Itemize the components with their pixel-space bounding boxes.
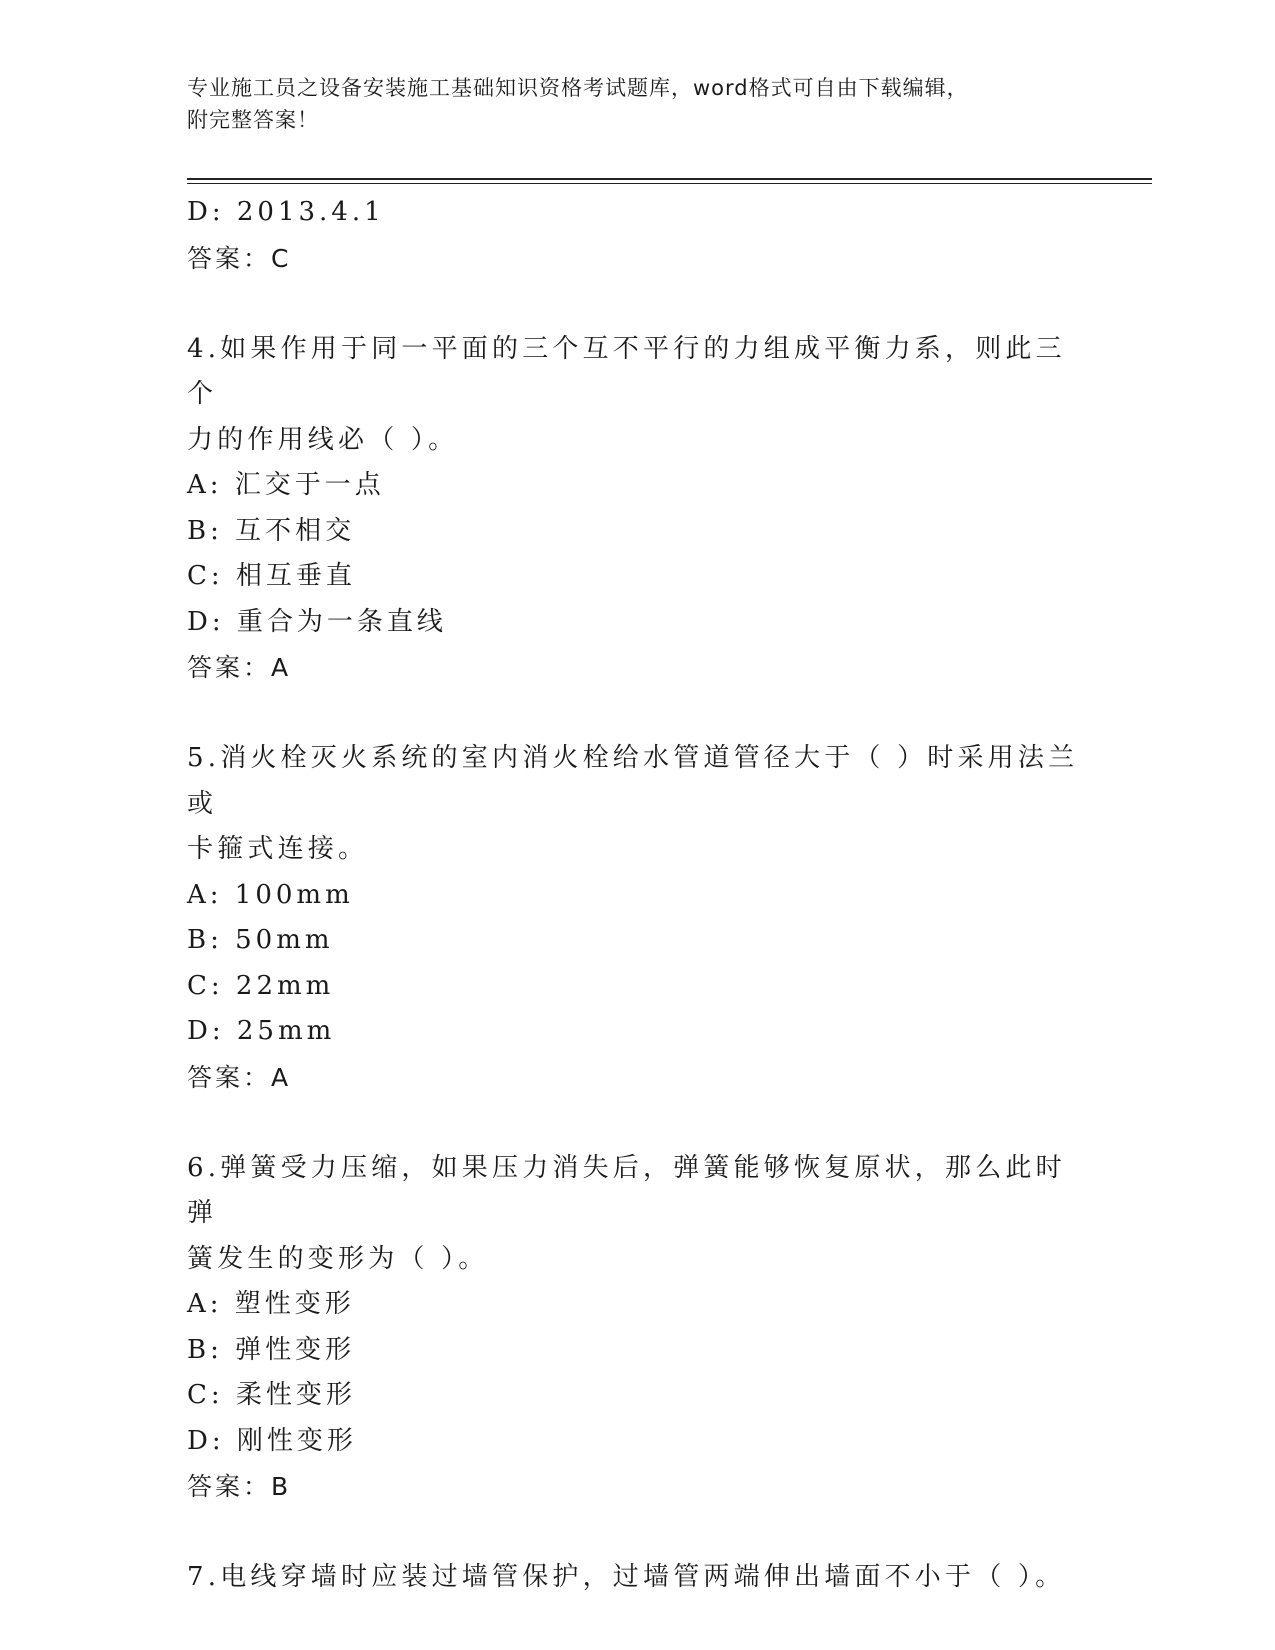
header-divider-thin — [187, 183, 1152, 184]
option-c: C: 相互垂直 — [187, 561, 356, 591]
option-c: C: 22mm — [187, 970, 335, 1001]
header-subtitle-line: 附完整答案！ — [187, 108, 319, 132]
option-b: B: 互不相交 — [187, 515, 356, 546]
question-text-line: 力的作用线必（ ）。 — [187, 424, 459, 455]
option-b: B: 弹性变形 — [187, 1334, 356, 1365]
question-6 — [187, 1146, 1087, 1511]
option-c: C: 柔性变形 — [187, 1380, 356, 1410]
option-d: D: 重合为一条直线 — [187, 606, 447, 637]
answer-line: 答案：B — [187, 1472, 292, 1501]
option-d: D: 刚性变形 — [187, 1425, 357, 1456]
answer-line: 答案：A — [187, 1062, 292, 1092]
question-text-line: 卡箍式连接。 — [187, 834, 369, 864]
option-d: D: 25mm — [187, 1016, 336, 1046]
header-title-line: 专业施工员之设备安装施工基础知识资格考试题库，word格式可自由下载编辑， — [187, 76, 969, 100]
spacer — [187, 1101, 1087, 1146]
question-5 — [187, 736, 1087, 1101]
document-header — [187, 72, 1087, 136]
option-a: A: 100mm — [187, 879, 354, 910]
header-divider-thick — [187, 178, 1152, 180]
question-text-line: 7.电线穿墙时应装过墙管保护，过墙管两端伸出墙面不小于（ ）。 — [187, 1562, 1066, 1592]
question-list — [187, 190, 1087, 1601]
option-d: D: 2013.4.1 — [187, 197, 385, 227]
option-a: A: 汇交于一点 — [187, 470, 385, 500]
answer-line: 答案：A — [187, 653, 292, 682]
spacer — [187, 282, 1087, 327]
answer-line: 答案：C — [187, 243, 292, 273]
spacer — [187, 691, 1087, 736]
question-text-line: 5.消火栓灭火系统的室内消火栓给水管道管径大于（ ）时采用法兰或 — [187, 743, 1079, 819]
spacer — [187, 1510, 1087, 1555]
option-b: B: 50mm — [187, 925, 334, 955]
question-text-line: 4.如果作用于同一平面的三个互不平行的力组成平衡力系，则此三个 — [187, 333, 1066, 409]
question-4 — [187, 327, 1087, 692]
question-3-tail — [187, 190, 1087, 282]
question-7 — [187, 1555, 1087, 1601]
question-text-line: 6.弹簧受力压缩，如果压力消失后，弹簧能够恢复原状，那么此时弹 — [187, 1152, 1066, 1228]
question-text-line: 簧发生的变形为（ ）。 — [187, 1243, 489, 1274]
option-a: A: 塑性变形 — [187, 1289, 355, 1319]
